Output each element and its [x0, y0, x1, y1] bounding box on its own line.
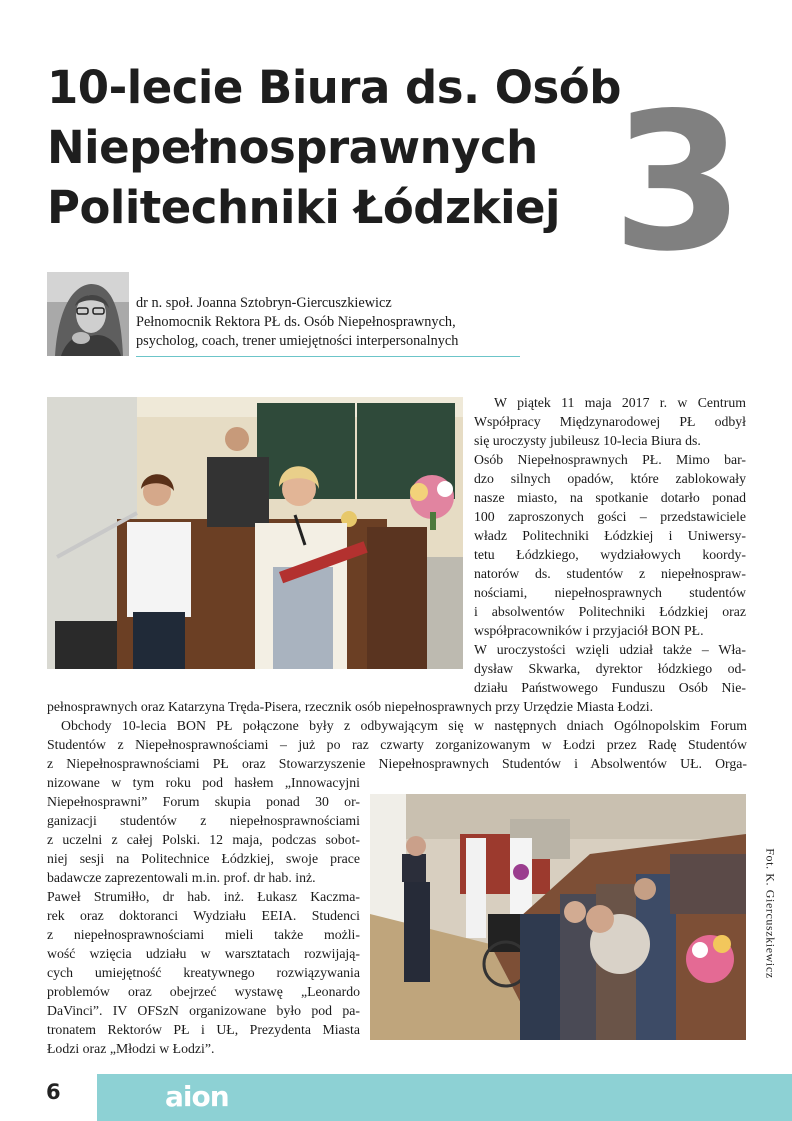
- paragraph-line: pełnosprawnych oraz Katarzyna Tręda-Pisera, rzecznik osób niepełnosprawnych przy Urzędzie Miasta Łodzi.: [47, 699, 654, 714]
- paragraph-line: z uczelni z całej Polski. 12 maja, podczas sobot-: [47, 832, 360, 847]
- paragraph-line: Współpracy Międzynarodowej PŁ odbył: [474, 414, 746, 429]
- paragraph-line: współpracowników i przyjaciół BON PŁ.: [474, 623, 704, 638]
- paragraph-line: natorów ds. studentów z niepełnospraw-: [474, 566, 746, 581]
- ceremony-photo: [47, 397, 463, 669]
- footer-band: [97, 1074, 792, 1121]
- forum-photo: [370, 794, 746, 1040]
- paragraph-line: władz Politechniki Łódzkiej i Uniwersy-: [474, 528, 746, 543]
- paragraph-line: z niepełnosprawnościami mieli także możli-: [47, 927, 360, 942]
- paragraph-line: 100 zaproszonych gości – przedstawiciele: [474, 509, 746, 524]
- paragraph-line: cych umiejętność kreatywnego rozwiązywania: [47, 965, 360, 980]
- paragraph-line: nizowane w tym roku pod hasłem „Innowacyjni: [47, 775, 360, 790]
- paragraph-line: Niepełnosprawni” Forum skupia ponad 30 or-: [47, 794, 360, 809]
- title-line: 10-lecie Biura ds. Osób: [47, 61, 621, 114]
- paragraph-line: wość wzięcia udziału w warsztatach rozwijają-: [47, 946, 360, 961]
- author-info: [136, 294, 524, 351]
- author-portrait: [47, 272, 129, 356]
- paragraph-line: Osób Niepełnosprawnych PŁ. Mimo bar-: [474, 452, 746, 467]
- paragraph-line: DaVinci”. IV OFSzN organizowane było pod pa-: [47, 1003, 360, 1018]
- magazine-logo: aion: [165, 1080, 229, 1113]
- paragraph-line: tetu Łódzkiego, wydziałowych koordy-: [474, 547, 746, 562]
- paragraph-line: rek oraz doktoranci Wydziału EEIA. Studenci: [47, 908, 360, 923]
- paragraph-line: Paweł Strumiłło, dr hab. inż. Łukasz Kaczma-: [47, 889, 360, 904]
- paragraph-line: dzo silnych opadów, które zablokowały: [474, 471, 746, 486]
- paragraph-line: i absolwentów Politechniki Łódzkiej oraz: [474, 604, 746, 619]
- author-specialties: psycholog, coach, trener umiejętności interpersonalnych: [136, 333, 459, 349]
- paragraph-line: Studentów z Niepełnosprawnościami – już po raz czwarty zorganizowanym w Łodzi przez Radę Studentów: [47, 737, 747, 752]
- paragraph-line: nasze miasto, na spotkanie dotarło ponad: [474, 490, 746, 505]
- paragraph-line: Łodzi oraz „Młodzi w Łodzi”.: [47, 1041, 215, 1056]
- paragraph-line: nościami, niepełnosprawnych studentów: [474, 585, 746, 600]
- title-line: Niepełnosprawnych: [47, 121, 538, 174]
- author-role: Pełnomocnik Rektora PŁ ds. Osób Niepełnosprawnych,: [136, 314, 456, 330]
- paragraph-line: badawcze zaprezentowali m.in. prof. dr hab. inż.: [47, 870, 316, 885]
- author-divider: [136, 356, 520, 357]
- paragraph-line: dysław Skwarka, dyrektor łódzkiego od-: [474, 661, 746, 676]
- page-number: 6: [46, 1080, 61, 1104]
- author-name: dr n. społ. Joanna Sztobryn-Giercuszkiewicz: [136, 295, 392, 311]
- chapter-number: 3: [612, 72, 745, 293]
- paragraph-line: z Niepełnosprawnościami PŁ oraz Stowarzyszenie Niepełnosprawnych Studentów i Absolwentów UŁ. Orga-: [47, 756, 747, 771]
- paragraph-line: W piątek 11 maja 2017 r. w Centrum: [494, 395, 746, 410]
- paragraph-line: działu Państwowego Funduszu Osób Nie-: [474, 680, 746, 695]
- article-title: [47, 58, 627, 238]
- paragraph-line: ganizacji studentów z niepełnosprawnościami: [47, 813, 360, 828]
- paragraph-line: tronatem Rektorów PŁ i UŁ, Prezydenta Miasta: [47, 1022, 360, 1037]
- photo-credit: Fot. K. Giercuszkiewicz: [763, 848, 778, 979]
- paragraph-line: W uroczystości wzięli udział także – Wła-: [474, 642, 746, 657]
- paragraph-line: Obchody 10-lecia BON PŁ połączone były z odbywającym się w następnych dniach Ogólnopolskim Forum: [61, 718, 747, 733]
- title-line: Politechniki Łódzkiej: [47, 181, 560, 234]
- paragraph-line: się uroczysty jubileusz 10-lecia Biura ds.: [474, 433, 701, 448]
- paragraph-line: niej sesji na Politechnice Łódzkiej, swoje prace: [47, 851, 360, 866]
- paragraph-line: problemów oraz obejrzeć wystawę „Leonardo: [47, 984, 360, 999]
